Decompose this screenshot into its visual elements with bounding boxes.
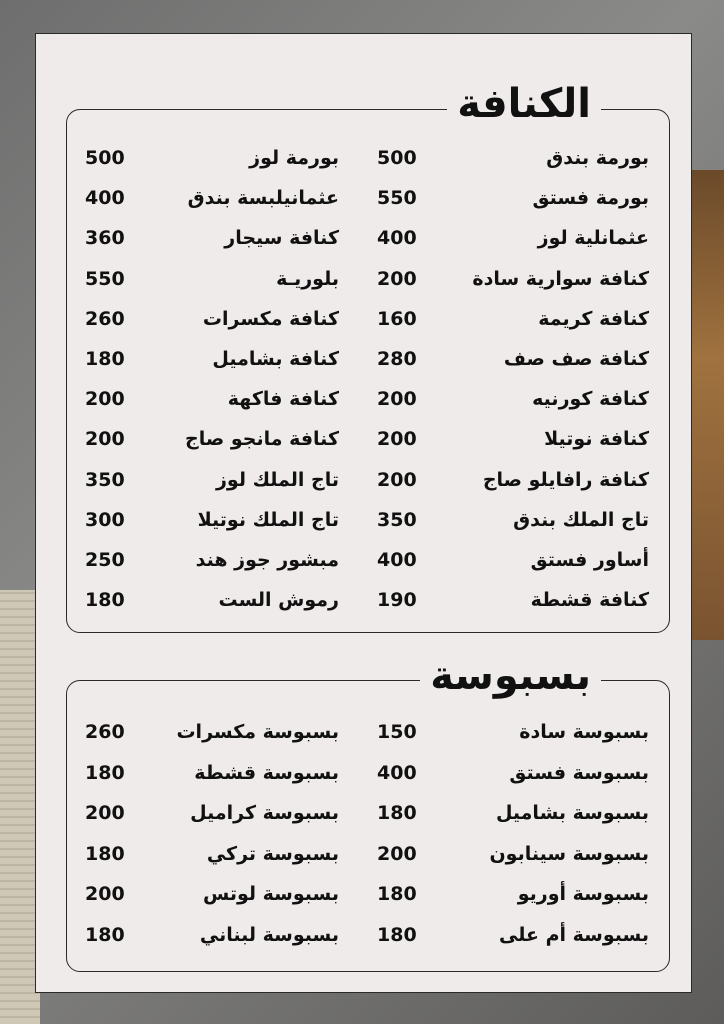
basbousa-section <box>66 680 670 972</box>
item-price: 200 <box>377 842 417 865</box>
item-name: بورمة بندق <box>546 147 649 169</box>
menu-row <box>67 469 671 509</box>
item-price: 400 <box>377 549 417 571</box>
menu-row <box>67 843 671 883</box>
item-name: بسبوسة مكسرات <box>176 721 339 743</box>
item-name: بسبوسة سينابون <box>489 842 649 865</box>
item-name: بسبوسة أوريو <box>517 883 649 906</box>
item-name: كنافة كورنيه <box>532 388 649 411</box>
item-price: 200 <box>377 468 417 491</box>
item-price: 180 <box>377 924 417 946</box>
kunafa-title: الكنافة <box>447 84 601 124</box>
item-price: 400 <box>85 187 125 210</box>
item-name: كنافة سيجار <box>224 227 339 250</box>
item-name: كنافة صف صف <box>503 348 649 370</box>
item-price: 180 <box>85 761 125 784</box>
item-name: كنافة فاكهة <box>227 388 339 411</box>
item-name: بسبوسة كراميل <box>190 802 339 825</box>
item-price: 150 <box>377 721 417 743</box>
menu-row <box>67 802 671 842</box>
item-name: بسبوسة تركي <box>206 842 339 865</box>
item-name: تاج الملك نوتيلا <box>197 508 339 531</box>
item-price: 550 <box>377 187 417 210</box>
item-price: 500 <box>377 147 417 169</box>
item-price: 250 <box>85 549 125 571</box>
item-price: 200 <box>85 883 125 906</box>
menu-row <box>67 509 671 549</box>
item-name: بسبوسة لبناني <box>199 924 339 946</box>
item-price: 200 <box>85 388 125 411</box>
menu-row <box>67 348 671 388</box>
item-price: 180 <box>85 842 125 865</box>
item-price: 180 <box>377 802 417 825</box>
item-price: 180 <box>85 589 125 612</box>
menu-row <box>67 924 671 964</box>
basbousa-title: بسبوسة <box>420 656 601 696</box>
item-price: 180 <box>377 883 417 906</box>
background-newspaper <box>0 590 40 1024</box>
item-name: بسبوسة سادة <box>519 721 649 743</box>
menu-row <box>67 589 671 629</box>
item-price: 190 <box>377 589 417 612</box>
item-name: عثمانلية لوز <box>537 227 649 250</box>
item-price: 200 <box>377 388 417 411</box>
item-name: كنافة سوارية سادة <box>472 267 649 290</box>
menu-row <box>67 308 671 348</box>
item-price: 160 <box>377 307 417 330</box>
item-price: 350 <box>85 468 125 491</box>
item-name: رموش الست <box>218 589 339 612</box>
item-name: بسبوسة أم على <box>499 924 649 946</box>
menu-row <box>67 388 671 428</box>
item-price: 200 <box>85 428 125 451</box>
item-name: بورمة لوز <box>249 147 339 169</box>
menu-row <box>67 147 671 187</box>
menu-row <box>67 883 671 923</box>
item-price: 550 <box>85 267 125 290</box>
item-name: بسبوسة قشطة <box>194 761 339 784</box>
item-name: مبشور جوز هند <box>195 549 339 571</box>
menu-row <box>67 187 671 227</box>
item-price: 200 <box>377 428 417 451</box>
item-price: 260 <box>85 721 125 743</box>
item-price: 180 <box>85 348 125 370</box>
item-price: 500 <box>85 147 125 169</box>
item-name: تاج الملك لوز <box>215 468 339 491</box>
item-name: بلوريـة <box>276 267 339 290</box>
item-name: كنافة بشاميل <box>212 348 339 370</box>
item-name: عثمانيلبسة بندق <box>187 187 339 210</box>
item-name: كنافة مكسرات <box>202 307 339 330</box>
menu-row <box>67 227 671 267</box>
item-name: كنافة مانجو صاج <box>185 428 339 451</box>
item-name: أساور فستق <box>530 549 649 571</box>
item-price: 260 <box>85 307 125 330</box>
menu-row <box>67 428 671 468</box>
item-name: بسبوسة لوتس <box>203 883 339 906</box>
kunafa-section <box>66 109 670 633</box>
menu-card <box>35 33 692 993</box>
item-price: 200 <box>85 802 125 825</box>
menu-row <box>67 268 671 308</box>
menu-row <box>67 549 671 589</box>
item-price: 400 <box>377 227 417 250</box>
item-name: كنافة كريمة <box>538 307 649 330</box>
item-name: تاج الملك بندق <box>513 508 649 531</box>
item-price: 350 <box>377 508 417 531</box>
item-price: 280 <box>377 348 417 370</box>
item-name: بورمة فستق <box>532 187 649 210</box>
item-price: 400 <box>377 761 417 784</box>
item-name: كنافة نوتيلا <box>544 428 649 451</box>
item-price: 360 <box>85 227 125 250</box>
menu-row <box>67 721 671 761</box>
item-price: 180 <box>85 924 125 946</box>
item-name: بسبوسة فستق <box>509 761 649 784</box>
item-name: كنافة رافايلو صاج <box>482 468 649 491</box>
item-price: 300 <box>85 508 125 531</box>
item-name: كنافة قشطة <box>530 589 649 612</box>
item-price: 200 <box>377 267 417 290</box>
item-name: بسبوسة بشاميل <box>495 802 649 825</box>
menu-row <box>67 762 671 802</box>
